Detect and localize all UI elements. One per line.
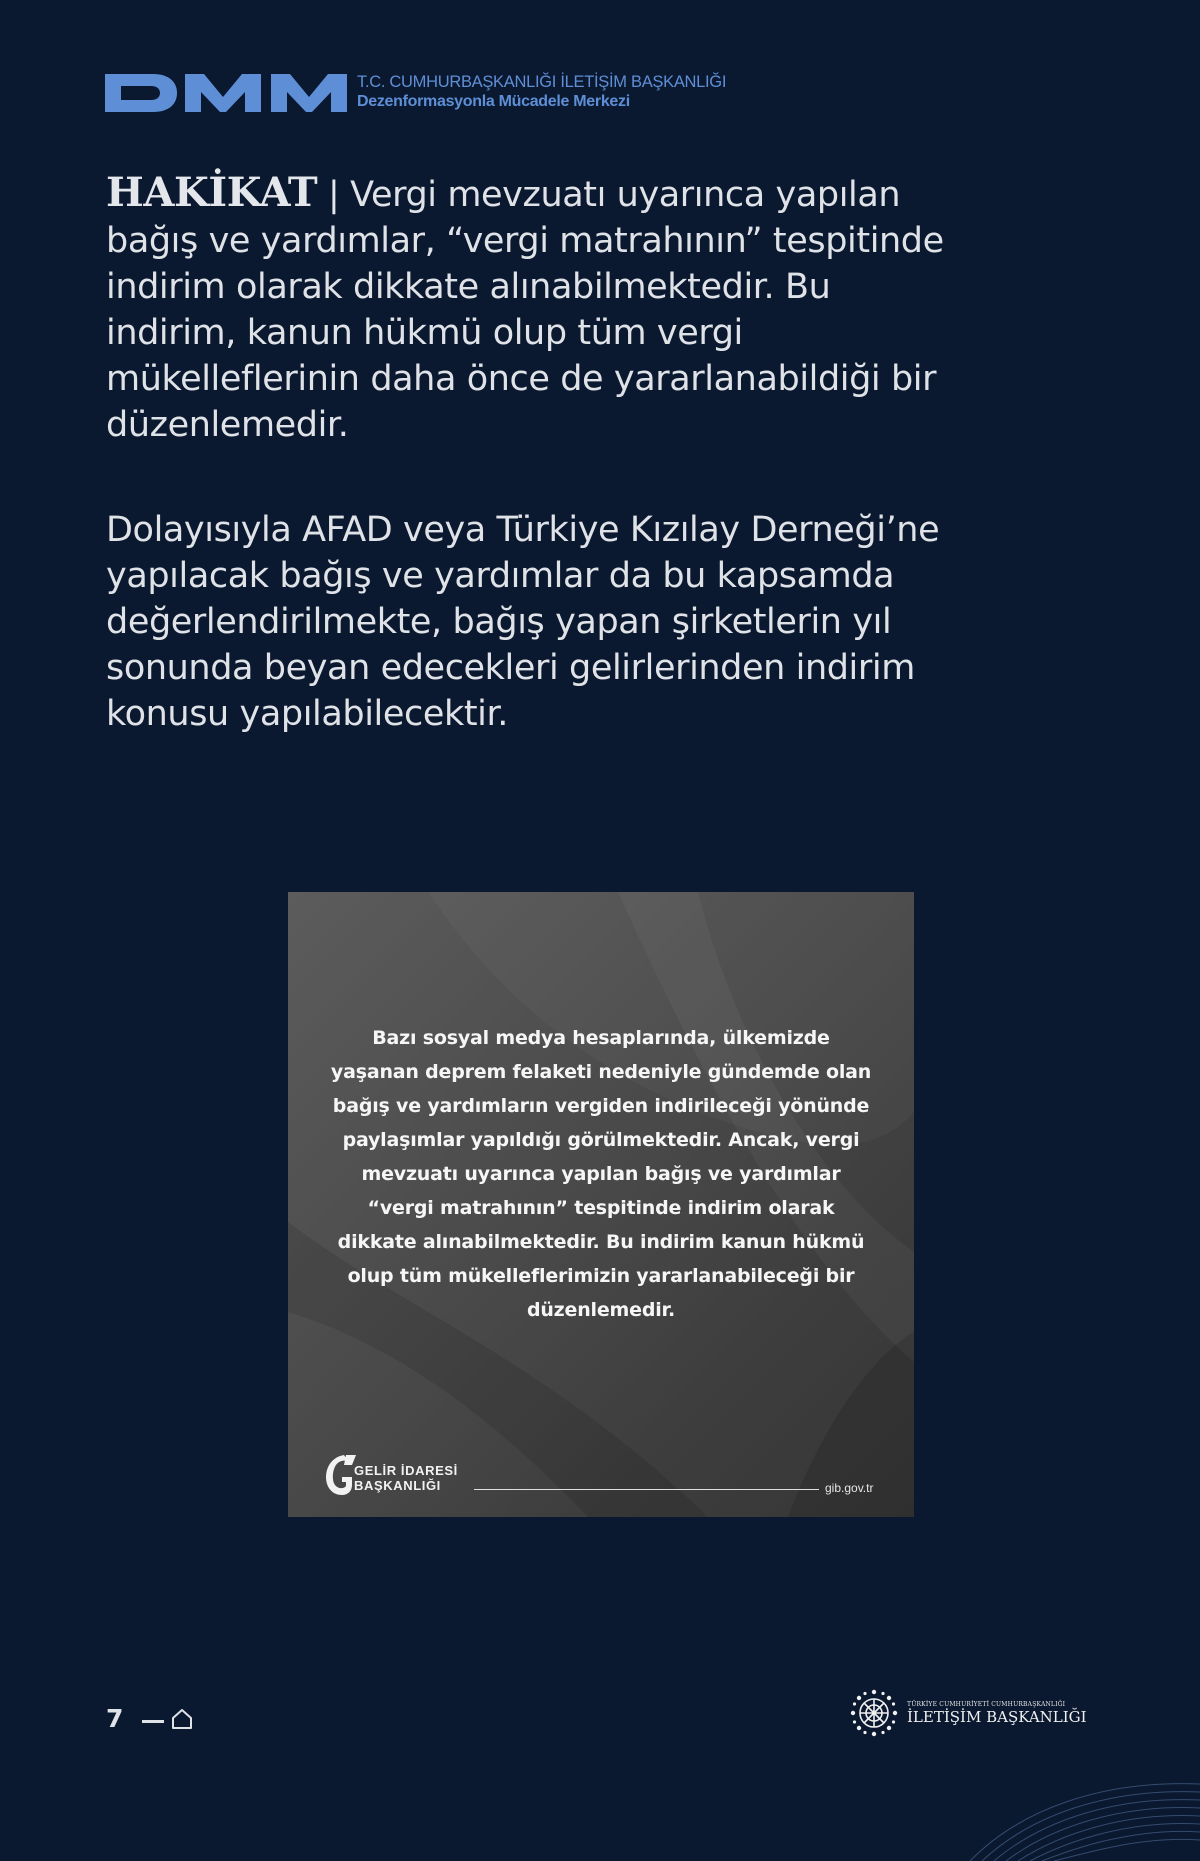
gib-logo — [324, 1453, 464, 1497]
org-title — [357, 73, 777, 111]
card-statement: Bazı sosyal medya hesaplarında, ülkemizde yaşanan deprem felaketi nedeniyle gündemde olan bağış ve yardımların vergiden indirileceği yönünde paylaşımlar yapıldığı görülmektedir. Ancak, vergi mevzuatı uyarınca yapılan bağış ve yardımlar “vergi matrahının” tespitinde indirim olarak dikkate alınabilmektedir. Bu indirim kanun hükmü olup tüm mükelleflerimizin yararlanabileceği bir düzenlemedir. — [330, 1027, 872, 1321]
dmm-logo — [105, 72, 350, 112]
org-name-line1: T.C. CUMHURBAŞKANLIĞI İLETİŞİM BAŞKANLIĞI — [357, 73, 727, 91]
page-number: 7 — [106, 1704, 124, 1733]
iletisim-baskanligi-logo — [849, 1688, 1087, 1740]
nav-dash — [142, 1720, 164, 1723]
org-big-text: İLETİŞİM BAŞKANLIĞI — [907, 1708, 1087, 1726]
card-divider-line — [474, 1489, 819, 1490]
fact-label: HAKİKAT — [106, 169, 318, 216]
home-icon[interactable] — [171, 1707, 193, 1731]
fact-paragraph-1 — [106, 170, 966, 448]
card-website: gib.gov.tr — [825, 1481, 874, 1495]
decorative-waves — [960, 1770, 1200, 1861]
label-separator: | — [328, 175, 340, 215]
fact-text-1: Vergi mevzuatı uyarınca yapılan bağış ve yardımlar, “vergi matrahının” tespitinde indirim olarak dikkate alınabilmektedir. Bu indirim, kanun hükmü olup tüm vergi mükelleflerinin daha önce de yararlanabildiği bir düzenlemedir. — [106, 175, 944, 445]
gib-announcement-image — [288, 892, 914, 1517]
gib-mark-icon — [324, 1453, 358, 1497]
emblem-icon — [849, 1688, 899, 1738]
fact-paragraph-2: Dolayısıyla AFAD veya Türkiye Kızılay Derneği’ne yapılacak bağış ve yardımlar da bu kapsamda değerlendirilmekte, bağış yapan şirketlerin yıl sonunda beyan edecekleri gelirlerinden indirim konusu yapılabilecektir. — [106, 510, 940, 734]
gib-name: GELİR İDARESİ BAŞKANLIĞI — [354, 1463, 458, 1493]
org-small-text: TÜRKİYE CUMHURİYETİ CUMHURBAŞKANLIĞI — [907, 1701, 1066, 1708]
org-name-line2: Dezenformasyonla Mücadele Merkezi — [357, 93, 630, 110]
